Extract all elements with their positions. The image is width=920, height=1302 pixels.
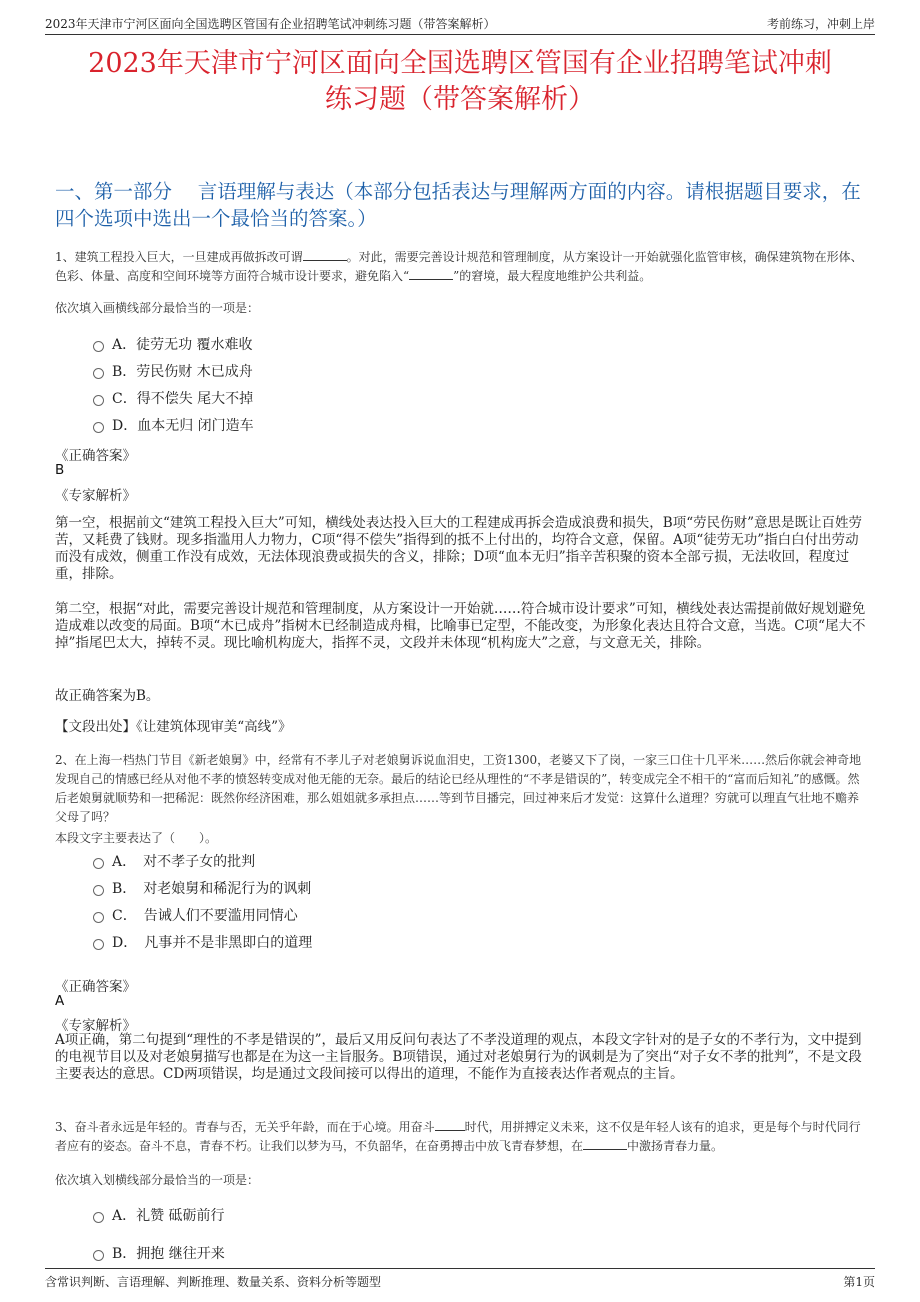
page-title	[40, 46, 880, 118]
q3-blank-2	[583, 1149, 627, 1150]
q2-answer-label: 《正确答案》	[55, 979, 136, 995]
q1-option-b-label: B．劳民伤财 木已成舟	[112, 364, 253, 380]
q2-option-a[interactable]	[93, 851, 255, 871]
radio-icon[interactable]	[93, 885, 104, 896]
q3-stem	[55, 1118, 870, 1156]
page-header	[45, 10, 875, 35]
q1-stem-part-3: ”的窘境，最大程度地维护公共利益。	[453, 269, 652, 283]
q3-stem-part-1: 3、奋斗者永远是年轻的。青春与否，无关乎年龄，而在于心境。用奋斗	[55, 1120, 435, 1134]
q3-stem-part-3: 中激扬青春力量。	[627, 1139, 724, 1153]
q2-option-d-label: D． 凡事并不是非黑即白的道理	[112, 935, 313, 951]
q1-source: 【文段出处】《让建筑体现审美“高线”》	[55, 719, 292, 735]
q3-option-b[interactable]	[93, 1243, 225, 1263]
q3-option-b-label: B．拥抱 继往开来	[112, 1246, 225, 1262]
q1-option-c-label: C．得不偿失 尾大不掉	[112, 391, 254, 407]
q3-prompt: 依次填入划横线部分最恰当的一项是：	[55, 1173, 260, 1187]
radio-icon[interactable]	[93, 858, 104, 869]
radio-icon[interactable]	[93, 341, 104, 352]
q1-conclusion: 故正确答案为B。	[55, 688, 160, 704]
q2-option-b[interactable]	[93, 878, 311, 898]
q1-analysis-paragraph-1: 第一空，根据前文“建筑工程投入巨大”可知，横线处表达投入巨大的工程建成再拆会造成浪费和损失，B项“劳民伤财”意思是既让百姓劳苦，又耗费了钱财。现多指滥用人力物力，C项“得不偿失”指得到的抵不上付出的，均符合文意，保留。A项“徒劳无功”指白白付出劳动而没有成效，侧重工作没有成效，无法体现浪费或损失的含义，排除；D项“血本无归”指辛苦积聚的资本全部亏损，无法收回，程度过重，排除。	[55, 515, 863, 582]
radio-icon[interactable]	[93, 1250, 104, 1261]
q2-answer: A	[55, 993, 65, 1009]
page-footer	[45, 1268, 875, 1290]
radio-icon[interactable]	[93, 912, 104, 923]
q1-blank-1	[303, 260, 347, 261]
header-doc-title: 2023年天津市宁河区面向全国选聘区管国有企业招聘笔试冲刺练习题（带答案解析）	[45, 17, 496, 31]
q3-option-a-label: A．礼赞 砥砺前行	[112, 1208, 225, 1224]
q2-option-c-label: C． 告诫人们不要滥用同情心	[112, 908, 298, 924]
q1-stem-part-2: 。对此，需要完善设计规范和管理制度，从方案设计一开始就强化监管审核，确保建筑物在形体、色彩、体量、高度和空间环境等方面符合城市设计要求，避免陷入“	[55, 250, 863, 283]
q1-option-d[interactable]	[93, 415, 254, 435]
q1-stem-part-1: 1、建筑工程投入巨大，一旦建成再做拆改可谓	[55, 250, 303, 264]
q3-stem-part-2: 时代，用拼搏定义未来，这不仅是年轻人该有的追求，更是每个与时代同行者应有的姿态。奋斗不息，青春不朽。让我们以梦为马，不负韶华，在奋勇搏击中放飞青春梦想，在	[55, 1120, 861, 1153]
q2-prompt: 本段文字主要表达了（ ）。	[55, 831, 218, 845]
q3-blank-1	[435, 1130, 465, 1131]
q2-stem: 2、在上海一档热门节目《新老娘舅》中，经常有不孝儿子对老娘舅诉说血泪史，工资1300，老婆又下了岗，一家三口住十几平米……然后你就会神奇地发现自己的情感已经从对他不孝的愤怒转变成对他无能的无奈。最后的结论已经从理性的“不孝是错误的”，转变成完全不相干的“富而后知礼”的感慨。然后老娘舅就顺势和一把稀泥：既然你经济困难，那么姐姐就多承担点……等到节目播完，回过神来后才发觉：这算什么道理？穷就可以理直气壮地不赡养父母了吗？	[55, 753, 862, 824]
radio-icon[interactable]	[93, 395, 104, 406]
header-slogan: 考前练习，冲刺上岸	[766, 17, 875, 31]
q1-option-a[interactable]	[93, 334, 253, 354]
radio-icon[interactable]	[93, 422, 104, 433]
q1-blank-2	[409, 279, 453, 280]
q2-option-c[interactable]	[93, 905, 298, 925]
footer-page-number: 第1页	[843, 1275, 875, 1289]
q2-option-a-label: A． 对不孝子女的批判	[112, 854, 256, 870]
q1-option-d-label: D．血本无归 闭门造车	[112, 418, 254, 434]
q1-option-b[interactable]	[93, 361, 253, 381]
q2-analysis-label: 《专家解析》	[55, 1018, 136, 1034]
q1-option-c[interactable]	[93, 388, 253, 408]
title-line-1: 2023年天津市宁河区面向全国选聘区管国有企业招聘笔试冲刺	[88, 48, 832, 79]
q2-option-d[interactable]	[93, 932, 312, 952]
q1-analysis-paragraph-2: 第二空，根据“对此，需要完善设计规范和管理制度，从方案设计一开始就……符合城市设计要求”可知，横线处表达需提前做好规划避免造成难以改变的局面。B项“木已成舟”指树木已经制造成舟楫，比喻事已定型，不能改变，为形象化表达且符合文意，当选。C项“尾大不掉”指尾巴太大，掉转不灵。现比喻机构庞大，指挥不灵，文段并未体现“机构庞大”之意，与文意无关，排除。	[55, 601, 866, 651]
q2-option-b-label: B． 对老娘舅和稀泥行为的讽刺	[112, 881, 312, 897]
q1-prompt: 依次填入画横线部分最恰当的一项是：	[55, 301, 260, 315]
q2-analysis: A项正确，第二句提到“理性的不孝是错误的”，最后又用反问句表达了不孝没道理的观点，本段文字针对的是子女的不孝行为，文中提到的电视节目以及对老娘舅描写也都是在为这一主旨服务。B项错误，通过对老娘舅行为的讽刺是为了突出“对子女不孝的批判”，不是文段主要表达的意思。CD两项错误，均是通过文段间接可以得出的道理，不能作为直接表达作者观点的主旨。	[55, 1032, 862, 1082]
q1-option-a-label: A．徒劳无功 覆水难收	[112, 337, 253, 353]
radio-icon[interactable]	[93, 939, 104, 950]
q1-answer: B	[55, 462, 65, 478]
footer-topics: 含常识判断、言语理解、判断推理、数量关系、资料分析等题型	[45, 1275, 382, 1289]
q3-option-a[interactable]	[93, 1205, 225, 1225]
q1-answer-label: 《正确答案》	[55, 448, 136, 464]
title-line-2: 练习题（带答案解析）	[325, 84, 595, 115]
radio-icon[interactable]	[93, 368, 104, 379]
q1-analysis-label: 《专家解析》	[55, 488, 136, 504]
section-heading: 一、第一部分 言语理解与表达（本部分包括表达与理解两方面的内容。请根据题目要求，在四个选项中选出一个最恰当的答案。）	[55, 180, 861, 230]
radio-icon[interactable]	[93, 1212, 104, 1223]
q1-stem	[55, 248, 870, 286]
